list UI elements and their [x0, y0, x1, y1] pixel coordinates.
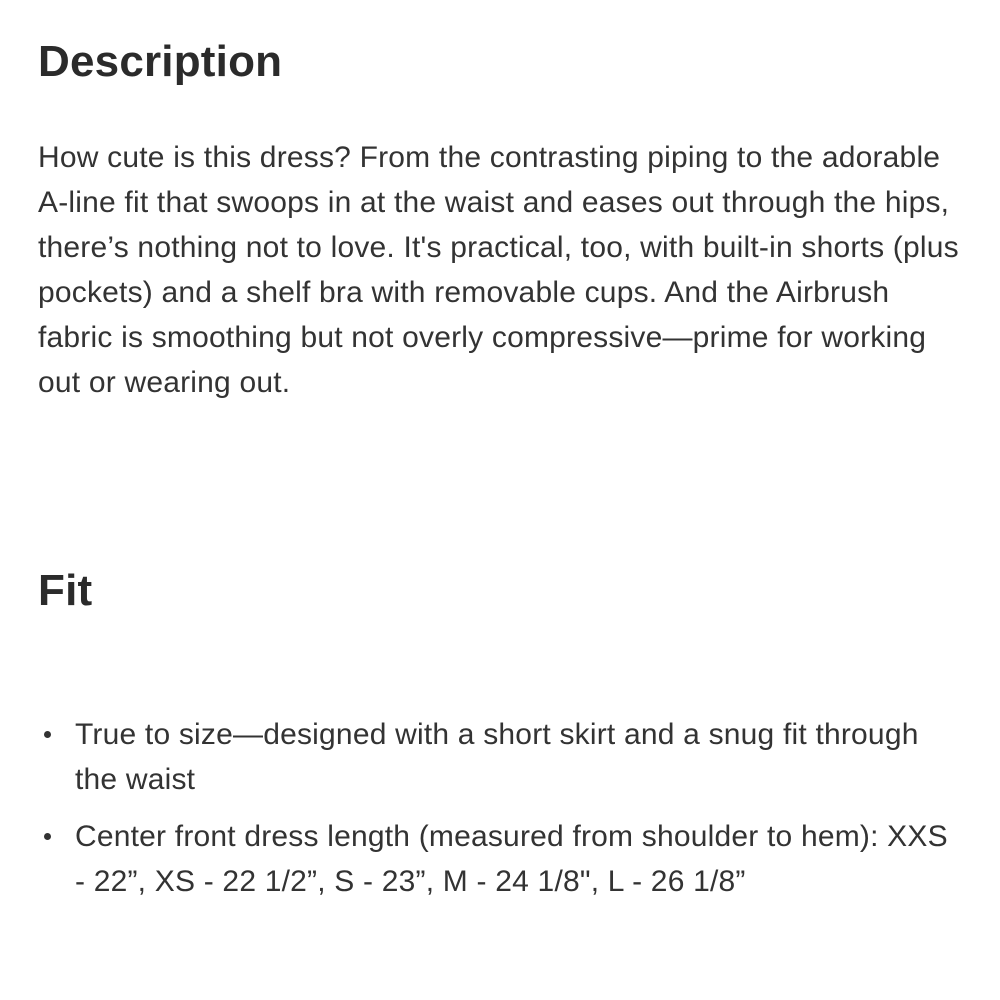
description-text: How cute is this dress? From the contrasting piping to the adorable A-line fit that swoops in at the waist and eases out through the hips, there’s nothing not to love. It's practical, too, with built-in shorts (plus pockets) and a shelf bra with removable cups. And the Airbrush fabric is smoothing but not overly compressive—prime for working out or wearing out. — [38, 140, 959, 399]
fit-bullet-sizing-text: True to size—designed with a short skirt and a snug fit through the waist — [75, 717, 919, 796]
fit-heading: Fit — [38, 565, 93, 615]
fit-bullet-length — [38, 814, 960, 904]
bullet-dot-icon — [44, 833, 51, 840]
bullet-dot-icon — [44, 731, 51, 738]
fit-section — [38, 565, 960, 904]
fit-bullet-list — [38, 712, 960, 904]
fit-bullet-length-text: Center front dress length (measured from shoulder to hem): XXS - 22”, XS - 22 1/2”, S - 23”, M - 24 1/8", L - 26 1/8” — [75, 819, 948, 898]
fit-bullet-sizing — [38, 712, 960, 802]
description-heading: Description — [38, 37, 283, 86]
description-section — [38, 36, 960, 405]
